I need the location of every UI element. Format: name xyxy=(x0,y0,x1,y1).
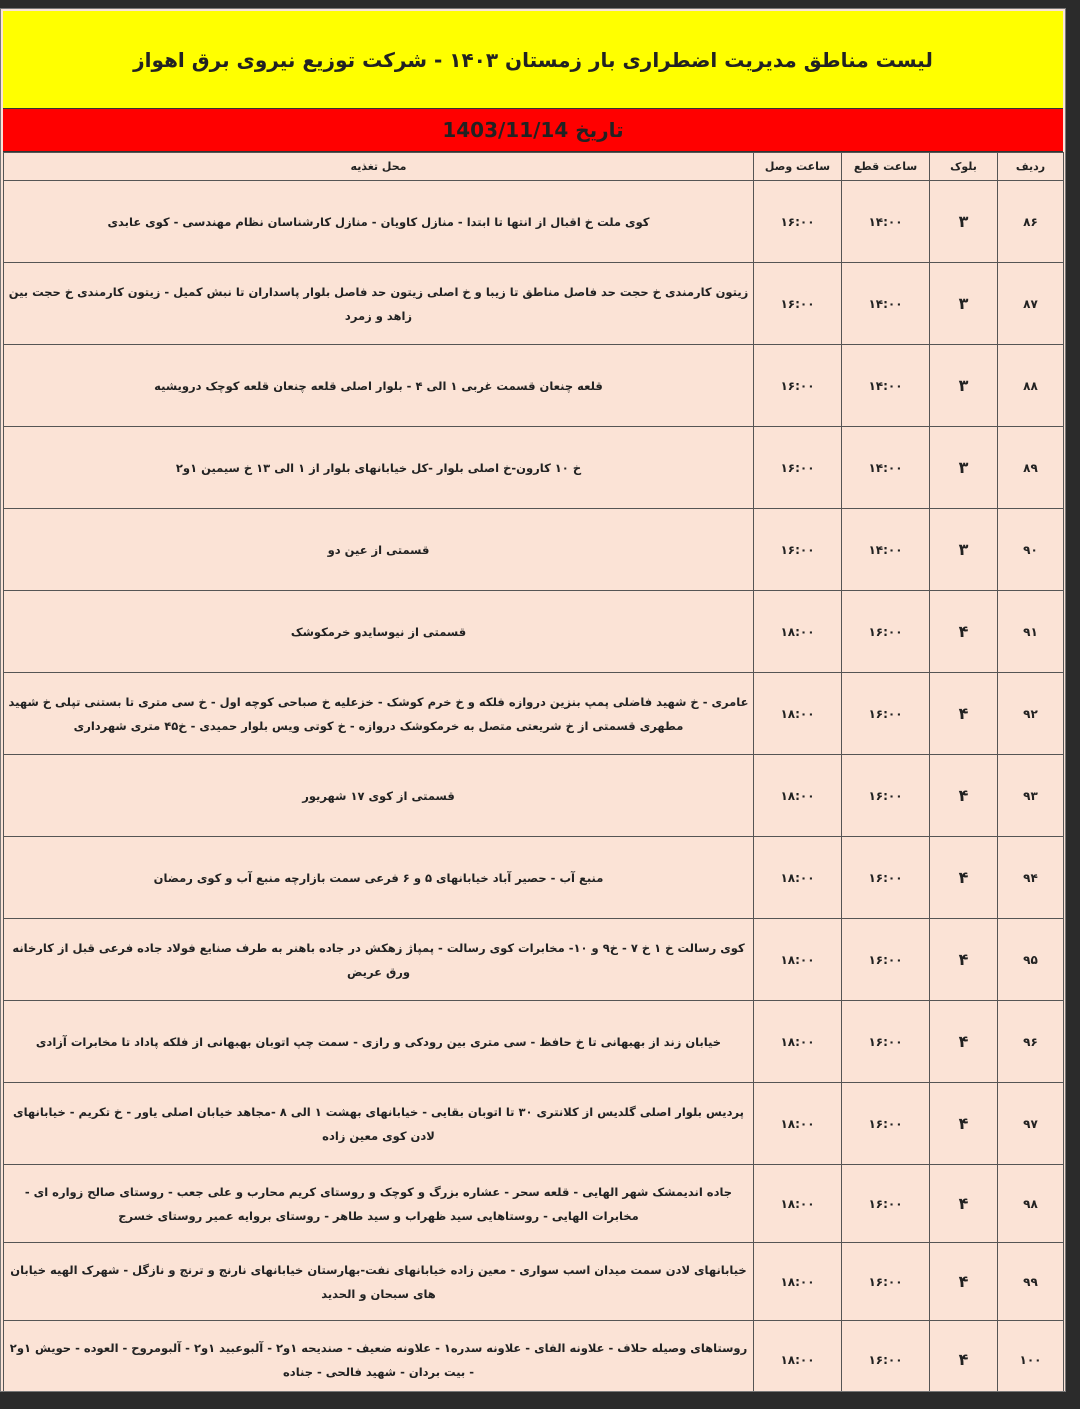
location: زیتون کارمندی خ حجت حد فاصل مناطق تا زیبا و خ اصلی زیتون حد فاصل بلوار پاسداران تا نبش کمیل - زیتون کارمندی خ حجت بین زاهد و زمرد xyxy=(4,263,754,345)
row-number: ۹۵ xyxy=(998,919,1064,1001)
col-header-row: ردیف xyxy=(998,153,1064,181)
off-time: ۱۶:۰۰ xyxy=(842,1243,930,1321)
row-number: ۸۷ xyxy=(998,263,1064,345)
table-row xyxy=(4,1083,1064,1165)
table-row xyxy=(4,509,1064,591)
off-time: ۱۶:۰۰ xyxy=(842,591,930,673)
outage-table xyxy=(3,152,1064,1392)
block-number: ۳ xyxy=(930,427,998,509)
off-time: ۱۴:۰۰ xyxy=(842,263,930,345)
on-time: ۱۶:۰۰ xyxy=(754,181,842,263)
location: قسمتی از کوی ۱۷ شهریور xyxy=(4,755,754,837)
col-header-off: ساعت قطع xyxy=(842,153,930,181)
table-row xyxy=(4,1321,1064,1393)
on-time: ۱۸:۰۰ xyxy=(754,591,842,673)
col-header-location: محل تغذیه xyxy=(4,153,754,181)
on-time: ۱۶:۰۰ xyxy=(754,509,842,591)
location: کوی رسالت خ ۱ خ ۷ - خ۹ و ۱۰- مخابرات کوی رسالت - پمپاژ زهکش در جاده باهنر به طرف صنایع فولاد جاده فرعی قبل از کارخانه ورق عریض xyxy=(4,919,754,1001)
on-time: ۱۸:۰۰ xyxy=(754,1321,842,1393)
table-row xyxy=(4,755,1064,837)
off-time: ۱۶:۰۰ xyxy=(842,837,930,919)
location: خ ۱۰ کارون-خ اصلی بلوار -کل خیابانهای بلوار از ۱ الی ۱۳ خ سیمین ۱و۲ xyxy=(4,427,754,509)
on-time: ۱۸:۰۰ xyxy=(754,1165,842,1243)
table-row xyxy=(4,345,1064,427)
location: پردیس بلوار اصلی گلدیس از کلانتری ۳۰ تا اتوبان بقایی - خیابانهای بهشت ۱ الی ۸ -مجاهد خیابان اصلی یاور - خ تکریم - خیابانهای لادن کوی معین زاده xyxy=(4,1083,754,1165)
block-number: ۳ xyxy=(930,509,998,591)
row-number: ۹۷ xyxy=(998,1083,1064,1165)
row-number: ۸۸ xyxy=(998,345,1064,427)
row-number: ۸۶ xyxy=(998,181,1064,263)
block-number: ۴ xyxy=(930,1083,998,1165)
off-time: ۱۶:۰۰ xyxy=(842,1001,930,1083)
on-time: ۱۶:۰۰ xyxy=(754,345,842,427)
off-time: ۱۴:۰۰ xyxy=(842,427,930,509)
row-number: ۹۱ xyxy=(998,591,1064,673)
block-number: ۴ xyxy=(930,1243,998,1321)
on-time: ۱۸:۰۰ xyxy=(754,919,842,1001)
document-frame xyxy=(0,8,1066,1392)
off-time: ۱۶:۰۰ xyxy=(842,1321,930,1393)
col-header-on: ساعت وصل xyxy=(754,153,842,181)
off-time: ۱۶:۰۰ xyxy=(842,755,930,837)
row-number: ۹۹ xyxy=(998,1243,1064,1321)
block-number: ۴ xyxy=(930,1165,998,1243)
block-number: ۴ xyxy=(930,837,998,919)
block-number: ۴ xyxy=(930,1001,998,1083)
row-number: ۹۸ xyxy=(998,1165,1064,1243)
off-time: ۱۶:۰۰ xyxy=(842,1165,930,1243)
on-time: ۱۸:۰۰ xyxy=(754,1243,842,1321)
location: خیابانهای لادن سمت میدان اسب سواری - معین زاده خیابانهای نفت-بهارستان خیابانهای نارنج و ترنج و نازگل - شهرک الهیه خیابان های سبحان و الحدید xyxy=(4,1243,754,1321)
on-time: ۱۸:۰۰ xyxy=(754,673,842,755)
block-number: ۳ xyxy=(930,181,998,263)
table-row xyxy=(4,673,1064,755)
location: قسمتی از نیوسایدو خرمکوشک xyxy=(4,591,754,673)
on-time: ۱۸:۰۰ xyxy=(754,1001,842,1083)
location: روستاهای وصیله حلاف - علاونه الفای - علاونه سدره۱ - علاونه ضعیف - صندیحه ۱و۲ - آلبوعبید ۱و۲ - آلبومروح - العوده - حویش ۱و۲ - بیت بردان - شهید فالحی - جناده xyxy=(4,1321,754,1393)
on-time: ۱۸:۰۰ xyxy=(754,755,842,837)
block-number: ۴ xyxy=(930,919,998,1001)
off-time: ۱۴:۰۰ xyxy=(842,345,930,427)
location: قلعه چنعان قسمت غربی ۱ الی ۴ - بلوار اصلی قلعه چنعان قلعه کوچک درویشیه xyxy=(4,345,754,427)
table-row xyxy=(4,263,1064,345)
on-time: ۱۶:۰۰ xyxy=(754,427,842,509)
location: جاده اندیمشک شهر الهایی - قلعه سحر - عشاره بزرگ و کوچک و روستای کریم محارب و علی جعب - روستای صالح زواره ای - مخابرات الهایی - روستاهایی سید ظهراب و سید طاهر - روستای بروایه عمیر روستای خسرج xyxy=(4,1165,754,1243)
table-row xyxy=(4,1165,1064,1243)
page-title: لیست مناطق مدیریت اضطراری بار زمستان ۱۴۰۳ - شرکت توزیع نیروی برق اهواز xyxy=(3,11,1063,109)
location: کوی ملت خ اقبال از انتها تا ابتدا - منازل کاویان - منازل کارشناسان نظام مهندسی - کوی عابدی xyxy=(4,181,754,263)
table-row xyxy=(4,1243,1064,1321)
table-row xyxy=(4,919,1064,1001)
on-time: ۱۸:۰۰ xyxy=(754,837,842,919)
block-number: ۴ xyxy=(930,673,998,755)
row-number: ۹۲ xyxy=(998,673,1064,755)
on-time: ۱۸:۰۰ xyxy=(754,1083,842,1165)
off-time: ۱۴:۰۰ xyxy=(842,181,930,263)
off-time: ۱۴:۰۰ xyxy=(842,509,930,591)
row-number: ۹۴ xyxy=(998,837,1064,919)
row-number: ۹۶ xyxy=(998,1001,1064,1083)
row-number: ۸۹ xyxy=(998,427,1064,509)
location: قسمتی از عین دو xyxy=(4,509,754,591)
location: عامری - خ شهید فاضلی پمپ بنزین دروازه فلکه و خ خرم کوشک - خزعلیه خ صباحی کوچه اول - خ سی متری تا بستنی تپلی خ شهید مطهری قسمتی از خ شریعتی متصل به خرمکوشک دروازه - خ کوتی ویس بلوار حمیدی - خ۴۵ متری شهرداری xyxy=(4,673,754,755)
location: منبع آب - حصیر آباد خیابانهای ۵ و ۶ فرعی سمت بازارچه منبع آب و کوی رمضان xyxy=(4,837,754,919)
row-number: ۹۰ xyxy=(998,509,1064,591)
table-row xyxy=(4,837,1064,919)
location: خیابان زند از بهبهانی تا خ حافظ - سی متری بین رودکی و رازی - سمت چپ اتوبان بهبهانی از فلکه پاداد تا مخابرات آزادی xyxy=(4,1001,754,1083)
block-number: ۴ xyxy=(930,1321,998,1393)
table-row xyxy=(4,427,1064,509)
col-header-block: بلوک xyxy=(930,153,998,181)
row-number: ۱۰۰ xyxy=(998,1321,1064,1393)
block-number: ۴ xyxy=(930,591,998,673)
table-row xyxy=(4,591,1064,673)
on-time: ۱۶:۰۰ xyxy=(754,263,842,345)
table-header-row xyxy=(4,153,1064,181)
table-row xyxy=(4,1001,1064,1083)
row-number: ۹۳ xyxy=(998,755,1064,837)
block-number: ۴ xyxy=(930,755,998,837)
block-number: ۳ xyxy=(930,345,998,427)
off-time: ۱۶:۰۰ xyxy=(842,919,930,1001)
date-banner: تاریخ 1403/11/14 xyxy=(3,109,1063,152)
table-row xyxy=(4,181,1064,263)
block-number: ۳ xyxy=(930,263,998,345)
off-time: ۱۶:۰۰ xyxy=(842,1083,930,1165)
off-time: ۱۶:۰۰ xyxy=(842,673,930,755)
